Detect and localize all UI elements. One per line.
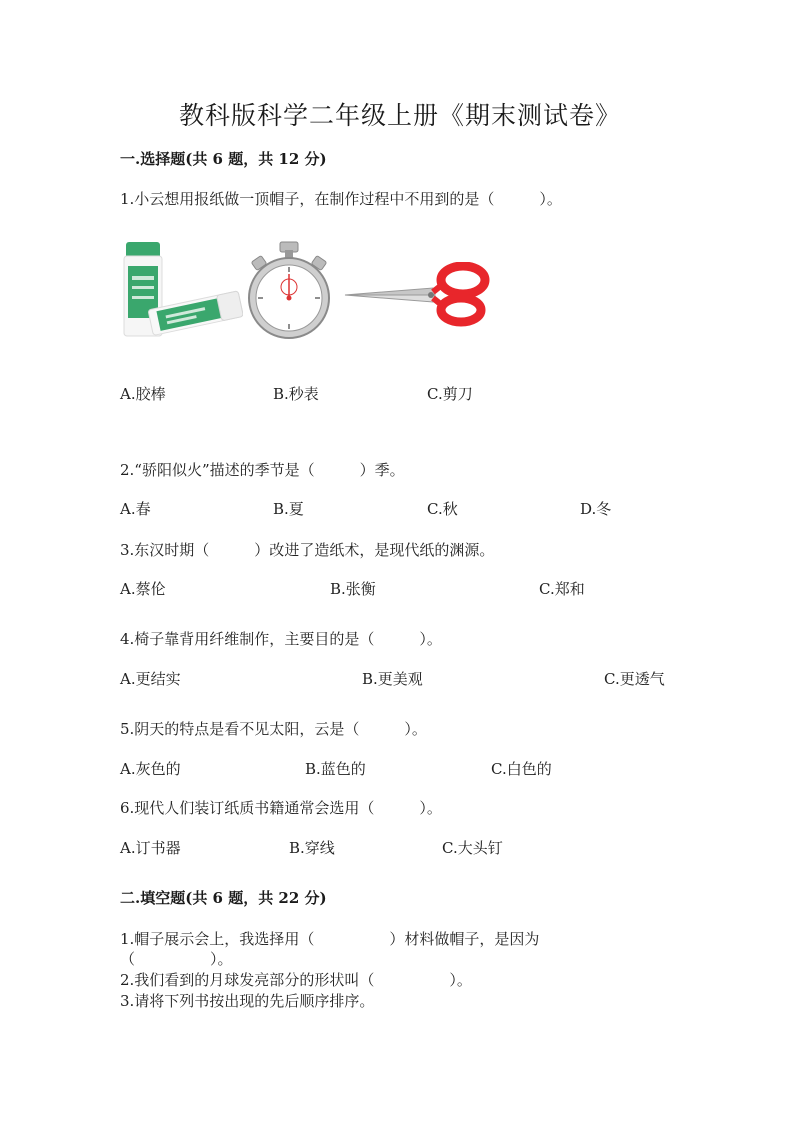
q1-option-a: A.胶棒	[120, 385, 166, 403]
q6-option-b: B.穿线	[289, 839, 335, 857]
question-2: 2.“骄阳似火”描述的季节是（ ）季。	[120, 461, 405, 479]
q5-option-b: B.蓝色的	[305, 760, 366, 778]
q4-option-b: B.更美观	[362, 670, 423, 688]
q5-option-a: A.灰色的	[120, 760, 181, 778]
q4-option-a: A.更结实	[120, 670, 181, 688]
stopwatch-image	[245, 240, 333, 340]
q2-option-b: B.夏	[273, 500, 304, 518]
q2-option-c: C.秋	[427, 500, 458, 518]
q5-option-c: C.白色的	[491, 760, 552, 778]
glue-stick-image	[118, 240, 243, 345]
question-3: 3.东汉时期（ ）改进了造纸术，是现代纸的渊源。	[120, 541, 495, 559]
question-1: 1.小云想用报纸做一顶帽子，在制作过程中不用到的是（ ）。	[120, 190, 562, 208]
q6-option-c: C.大头钉	[442, 839, 503, 857]
fill-question-3: 3.请将下列书按出现的先后顺序排序。	[120, 992, 375, 1010]
q1-option-b: B.秒表	[273, 385, 319, 403]
q6-option-a: A.订书器	[120, 839, 181, 857]
section-2-heading: 二.填空题(共 6 题，共 22 分)	[120, 889, 327, 907]
fill-question-2: 2.我们看到的月球发亮部分的形状叫（ ）。	[120, 971, 472, 989]
section-1-heading: 一.选择题(共 6 题，共 12 分)	[120, 150, 327, 168]
fill-question-1-line-2: （ ）。	[120, 950, 233, 968]
q3-option-a: A.蔡伦	[120, 580, 166, 598]
q1-option-c: C.剪刀	[427, 385, 473, 403]
q3-option-c: C.郑和	[539, 580, 585, 598]
q2-option-a: A.春	[120, 500, 151, 518]
question-6: 6.现代人们装订纸质书籍通常会选用（ ）。	[120, 799, 442, 817]
page-title: 教科版科学二年级上册《期末测试卷》	[178, 101, 621, 130]
question-5: 5.阴天的特点是看不见太阳，云是（ ）。	[120, 720, 427, 738]
question-4: 4.椅子靠背用纤维制作，主要目的是（ ）。	[120, 630, 442, 648]
q4-option-c: C.更透气	[604, 670, 665, 688]
scissors-image	[343, 262, 493, 327]
fill-question-1-line-1: 1.帽子展示会上，我选择用（ ）材料做帽子，是因为	[120, 930, 540, 948]
q2-option-d: D.冬	[580, 500, 612, 518]
q3-option-b: B.张衡	[330, 580, 376, 598]
